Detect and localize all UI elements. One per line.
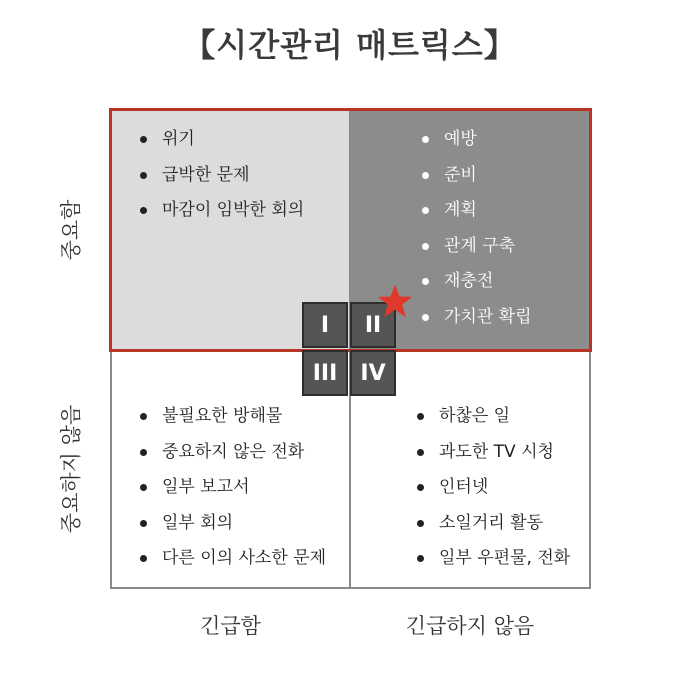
list-item: 일부 회의 xyxy=(138,506,326,542)
list-item: 소일거리 활동 xyxy=(415,506,570,542)
list-item: 예방 xyxy=(420,122,532,158)
list-item: 인터넷 xyxy=(415,470,570,506)
list-item: 중요하지 않은 전화 xyxy=(138,435,326,471)
x-axis-label-urgent: 긴급함 xyxy=(200,614,261,638)
diagram-title: 【시간관리 매트릭스】 xyxy=(183,26,517,64)
quadrant-3-list xyxy=(138,399,326,577)
list-item: 위기 xyxy=(138,122,304,158)
list-item: 하찮은 일 xyxy=(415,399,570,435)
quadrant-4-number: IV xyxy=(350,350,396,396)
list-item: 다른 이의 사소한 문제 xyxy=(138,541,326,577)
list-item: 급박한 문제 xyxy=(138,158,304,194)
quadrant-2-list xyxy=(420,122,532,335)
list-item: 일부 우편물, 전화 xyxy=(415,541,570,577)
list-item: 재충전 xyxy=(420,264,532,300)
star-icon xyxy=(377,283,413,319)
list-item: 가치관 확립 xyxy=(420,300,532,336)
list-item: 과도한 TV 시청 xyxy=(415,435,570,471)
list-item: 불필요한 방해물 xyxy=(138,399,326,435)
list-item: 마감이 임박한 회의 xyxy=(138,193,304,229)
quadrant-1-list xyxy=(138,122,304,229)
list-item: 일부 보고서 xyxy=(138,470,326,506)
quadrant-2-number: II xyxy=(350,302,396,348)
y-axis-label-important: 중요함 xyxy=(59,199,83,261)
quadrant-4-list xyxy=(415,399,570,577)
list-item: 계획 xyxy=(420,193,532,229)
list-item: 준비 xyxy=(420,158,532,194)
quadrant-1-number: I xyxy=(302,302,348,348)
list-item: 관계 구축 xyxy=(420,229,532,265)
quadrant-3-number: III xyxy=(302,350,348,396)
y-axis-label-not-important: 중요하지 않음 xyxy=(59,404,83,534)
x-axis-label-not-urgent: 긴급하지 않음 xyxy=(405,614,535,638)
